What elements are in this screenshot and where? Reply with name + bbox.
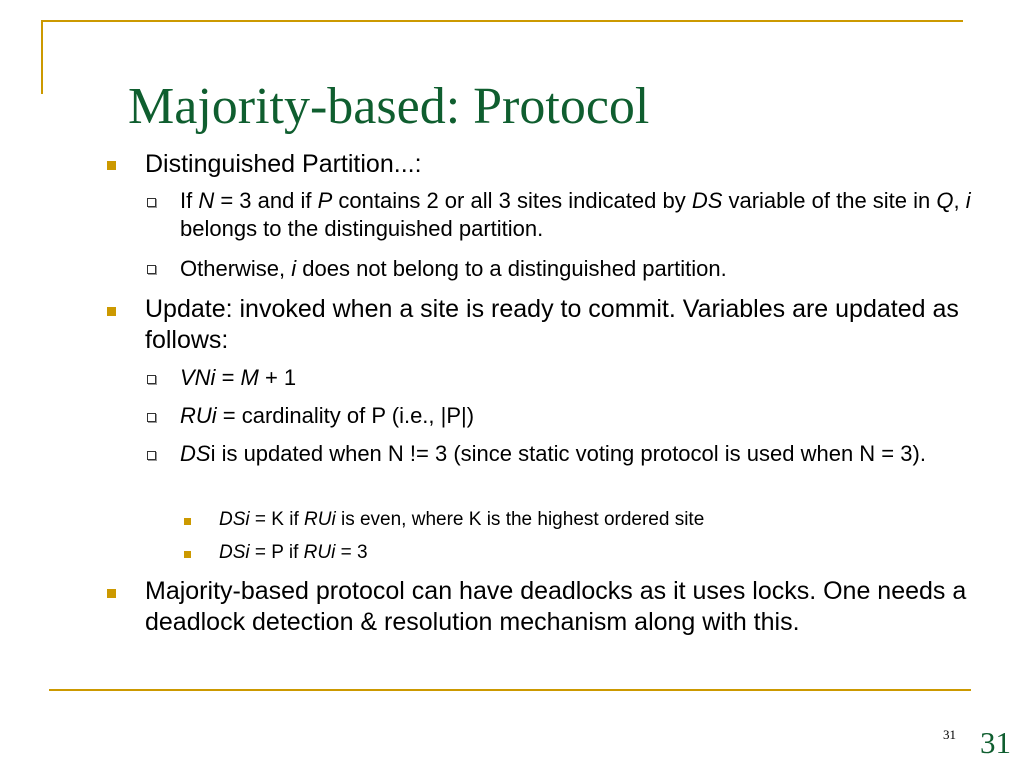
text-run: belongs to the distinguished partition. <box>180 216 544 241</box>
text-run-italic: VNi <box>180 365 216 390</box>
text-run-italic: DS <box>691 188 723 213</box>
bullet-dsi-even <box>219 508 979 532</box>
text-run-italic: RUi <box>303 542 336 563</box>
text-run: is even, where K is the highest ordered site <box>335 509 705 530</box>
text-run-italic: RUi <box>180 403 217 428</box>
bullet-vni <box>180 364 995 392</box>
text-run: i is updated when N != 3 (since static voting protocol is used when N = 3). <box>210 441 926 466</box>
text-run-italic: DS <box>180 441 211 466</box>
frame-line-top <box>41 20 963 22</box>
text-run: , <box>953 188 966 213</box>
text-run-italic: i <box>291 256 297 281</box>
text-run: = <box>215 365 241 390</box>
text-run: does not belong to a distinguished partition. <box>296 256 727 281</box>
bullet-text: Distinguished Partition...: <box>145 150 422 178</box>
bullet-text: Update: invoked when a site is ready to commit. Variables are updated as follows: <box>145 295 959 354</box>
text-run: variable of the site in <box>722 188 937 213</box>
bullet-majority-deadlocks <box>145 576 995 638</box>
bullet-square <box>107 307 116 316</box>
text-run: = cardinality of P (i.e., |P|) <box>216 403 475 428</box>
bullet-dp-condition <box>180 187 995 243</box>
text-run: = P if <box>249 542 304 563</box>
frame-line-left <box>41 20 43 94</box>
bullet-rui <box>180 402 995 430</box>
bullet-text: Majority-based protocol can have deadlocks as it uses locks. One needs a deadlock detection & resolution mechanism along with this. <box>145 577 967 636</box>
text-run: If <box>180 188 199 213</box>
bullet-square-small <box>184 551 191 558</box>
text-run: = K if <box>249 509 305 530</box>
text-run: = 3 and if <box>214 188 318 213</box>
frame-line-bottom <box>49 689 971 691</box>
bullet-square-small <box>184 518 191 525</box>
bullet-dsi <box>180 440 995 468</box>
bullet-square <box>107 589 116 598</box>
page-number-large: 31 <box>980 725 1011 760</box>
text-run-italic: DSi <box>219 509 250 530</box>
bullet-hollow-square <box>147 265 156 274</box>
page-number-small: 31 <box>943 727 956 742</box>
bullet-dsi-three <box>219 541 979 565</box>
bullet-square <box>107 161 116 170</box>
text-run: = 3 <box>335 542 368 563</box>
text-run: Otherwise, <box>180 256 292 281</box>
bullet-update <box>145 294 995 356</box>
text-run: contains 2 or all 3 sites indicated by <box>332 188 692 213</box>
bullet-hollow-square <box>147 413 156 422</box>
text-run-italic: DSi <box>219 542 250 563</box>
bullet-dp-otherwise <box>180 255 995 283</box>
bullet-hollow-square <box>147 451 156 460</box>
text-run-italic: i <box>965 188 971 213</box>
text-run-italic: N <box>198 188 215 213</box>
slide-title: Majority-based: Protocol <box>128 78 650 135</box>
text-run-italic: Q <box>936 188 954 213</box>
text-run-italic: M <box>240 365 259 390</box>
text-run: + 1 <box>258 365 297 390</box>
bullet-hollow-square <box>147 375 156 384</box>
text-run-italic: P <box>317 188 333 213</box>
bullet-hollow-square <box>147 198 156 207</box>
text-run-italic: RUi <box>304 509 336 530</box>
bullet-distinguished-partition <box>145 149 995 180</box>
